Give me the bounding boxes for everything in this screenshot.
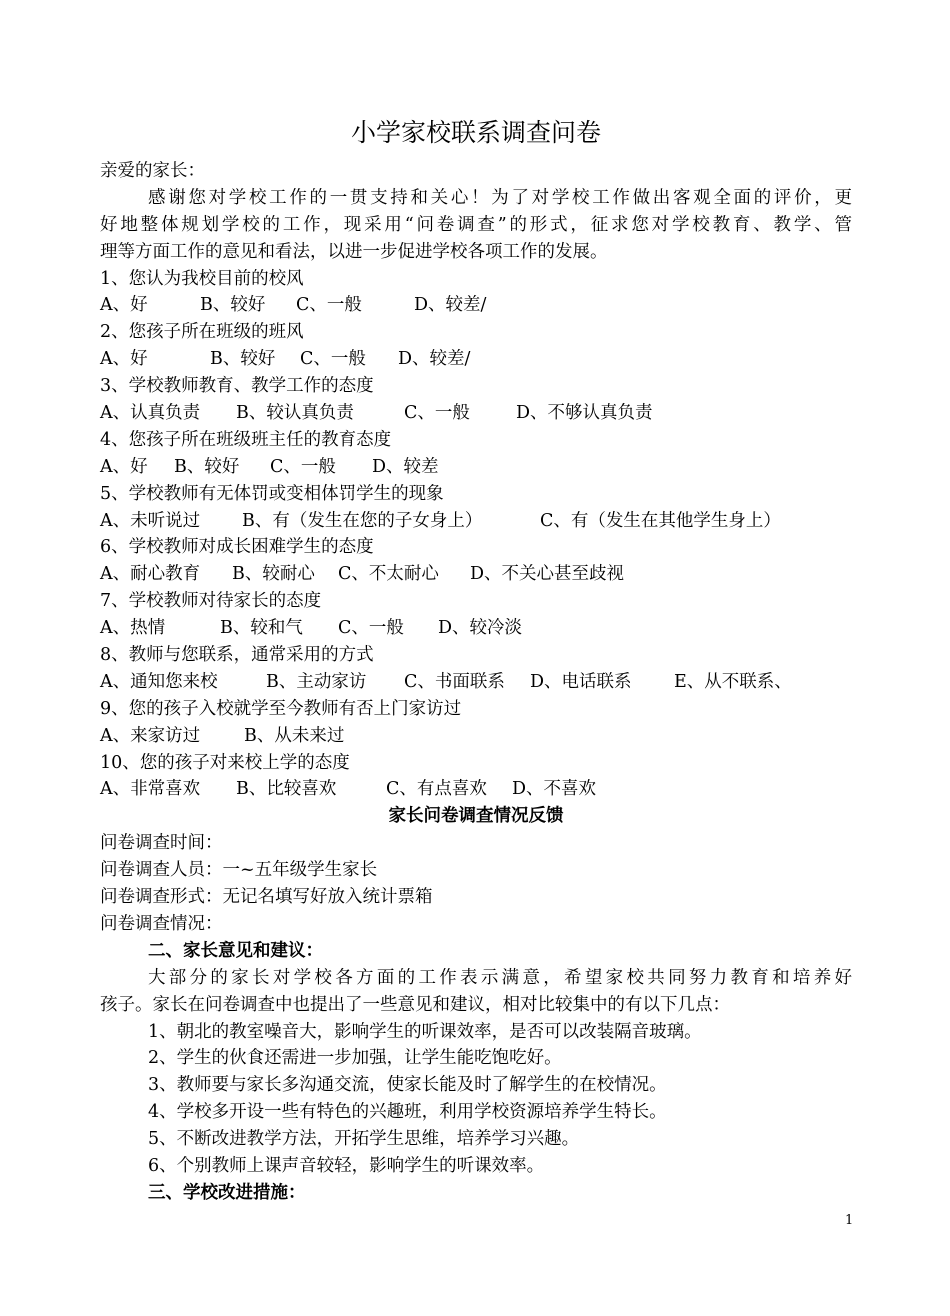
option: A、认真负责 xyxy=(100,403,201,424)
option: B、较耐心 xyxy=(232,564,315,585)
question-options xyxy=(100,615,852,642)
option: A、未听说过 xyxy=(100,510,201,531)
question-text: 1、您认为我校目前的校风 xyxy=(100,268,304,289)
suggestion-item: 4、学校多开设一些有特色的兴趣班，利用学校资源培养学生特长。 xyxy=(148,1102,667,1123)
question-text: 2、您孩子所在班级的班风 xyxy=(100,322,304,343)
option: C、书面联系 xyxy=(404,671,505,692)
option: B、主动家访 xyxy=(266,671,367,692)
document-body xyxy=(100,158,852,1207)
option: A、通知您来校 xyxy=(100,671,218,692)
question-text: 8、教师与您联系，通常采用的方式 xyxy=(100,645,374,666)
suggestion-item: 1、朝北的教室噪音大，影响学生的听课效率，是否可以改装隔音玻璃。 xyxy=(148,1021,702,1042)
question-options xyxy=(100,346,852,373)
feedback-heading: 家长问卷调查情况反馈 xyxy=(388,806,564,827)
option: C、不太耐心 xyxy=(338,564,439,585)
option: A、非常喜欢 xyxy=(100,779,201,800)
greeting: 亲爱的家长： xyxy=(100,161,205,181)
option: B、较好 xyxy=(174,456,240,477)
option: D、不喜欢 xyxy=(512,779,597,800)
survey-time: 问卷调查时间： xyxy=(100,833,223,854)
option: D、不关心甚至歧视 xyxy=(470,564,625,585)
option: D、不够认真负责 xyxy=(516,403,653,424)
option: A、好 xyxy=(100,456,148,477)
option: C、一般 xyxy=(270,456,336,477)
section-heading-suggestions: 二、家长意见和建议： xyxy=(148,940,323,961)
question-options xyxy=(100,561,852,588)
intro-line: 好地整体规划学校的工作，现采用“问卷调查”的形式，征求您对学校教育、教学、管 xyxy=(100,214,852,235)
question-text: 5、学校教师有无体罚或变相体罚学生的现象 xyxy=(100,483,444,504)
option: B、较好 xyxy=(210,349,276,370)
question-text: 9、您的孩子入校就学至今教师有否上门家访过 xyxy=(100,698,462,719)
summary-line: 大部分的家长对学校各方面的工作表示满意，希望家校共同努力教育和培养好 xyxy=(148,967,852,988)
question-options xyxy=(100,292,852,319)
option: A、耐心教育 xyxy=(100,564,201,585)
page-number: 1 xyxy=(845,1213,854,1228)
option: B、较认真负责 xyxy=(236,403,354,424)
option: C、一般 xyxy=(300,349,366,370)
option: C、一般 xyxy=(296,295,362,316)
option: D、电话联系 xyxy=(530,671,632,692)
question-options xyxy=(100,400,852,427)
survey-form: 问卷调查形式：无记名填写好放入统计票箱 xyxy=(100,887,433,908)
survey-people: 问卷调查人员：一~五年级学生家长 xyxy=(100,860,378,881)
question-options xyxy=(100,776,852,803)
option: C、有点喜欢 xyxy=(386,779,487,800)
option: A、好 xyxy=(100,295,148,316)
option: D、较差/ xyxy=(414,295,487,316)
question-options xyxy=(100,723,852,750)
question-text: 4、您孩子所在班级班主任的教育态度 xyxy=(100,429,392,450)
page-title: 小学家校联系调查问卷 xyxy=(350,118,601,147)
option: E、从不联系、 xyxy=(674,671,792,692)
option: C、一般 xyxy=(338,618,404,639)
question-text: 10、您的孩子对来校上学的态度 xyxy=(100,752,350,773)
suggestion-item: 3、教师要与家长多沟通交流，使家长能及时了解学生的在校情况。 xyxy=(148,1075,667,1096)
option: A、来家访过 xyxy=(100,725,201,746)
question-text: 7、学校教师对待家长的态度 xyxy=(100,591,322,612)
option: B、有（发生在您的子女身上） xyxy=(242,510,483,531)
suggestion-item: 6、个别教师上课声音较轻，影响学生的听课效率。 xyxy=(148,1155,545,1176)
question-text: 3、学校教师教育、教学工作的态度 xyxy=(100,376,374,397)
question-options xyxy=(100,454,852,481)
summary-line: 孩子。家长在问卷调查中也提出了一些意见和建议，相对比较集中的有以下几点： xyxy=(100,994,730,1015)
option: D、较冷淡 xyxy=(438,618,523,639)
option: A、热情 xyxy=(100,618,166,639)
survey-status: 问卷调查情况： xyxy=(100,913,223,934)
option: B、比较喜欢 xyxy=(236,779,337,800)
option: C、有（发生在其他学生身上） xyxy=(540,510,781,531)
option: D、较差 xyxy=(372,456,439,477)
suggestion-item: 2、学生的伙食还需进一步加强，让学生能吃饱吃好。 xyxy=(148,1048,562,1069)
option: B、较和气 xyxy=(220,618,303,639)
question-options xyxy=(100,669,852,696)
option: B、从未来过 xyxy=(244,725,345,746)
section-heading-measures: 三、学校改进措施： xyxy=(148,1182,306,1203)
option: D、较差/ xyxy=(398,349,471,370)
suggestion-item: 5、不断改进教学方法，开拓学生思维，培养学习兴趣。 xyxy=(148,1129,580,1150)
question-options xyxy=(100,508,852,535)
option: C、一般 xyxy=(404,403,470,424)
intro-line: 感谢您对学校工作的一贯支持和关心！为了对学校工作做出客观全面的评价，更 xyxy=(148,187,852,208)
intro-line: 理等方面工作的意见和看法，以进一步促进学校各项工作的发展。 xyxy=(100,241,608,262)
option: B、较好 xyxy=(200,295,266,316)
option: A、好 xyxy=(100,349,148,370)
question-text: 6、学校教师对成长困难学生的态度 xyxy=(100,537,374,558)
